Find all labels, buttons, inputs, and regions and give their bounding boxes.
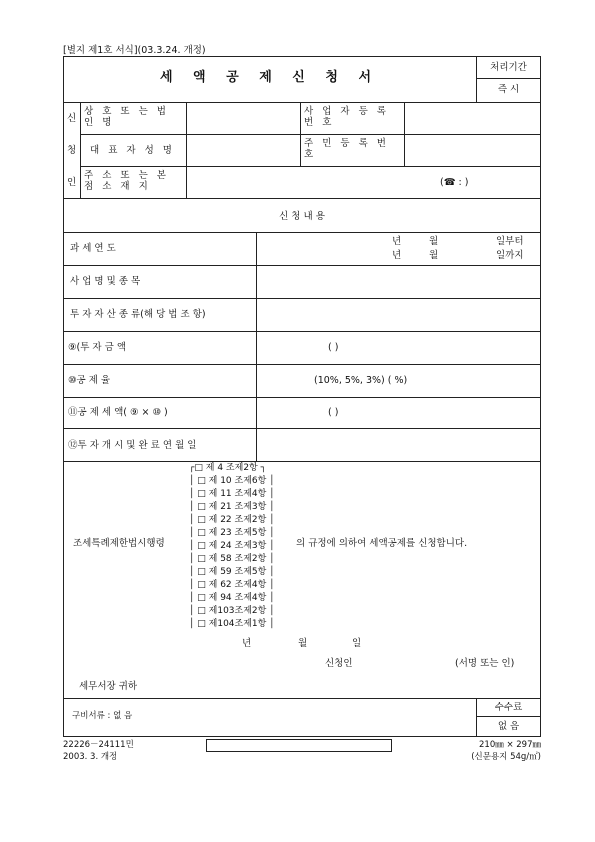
decree-item[interactable]: │ □ 제 23 조제5항 │	[189, 528, 275, 538]
decree-checkbox-list[interactable]	[189, 462, 293, 629]
form-code: 22226－24111민	[63, 740, 134, 750]
asset-type-label: 투 자 자 산 종 류(해 당 법 조 항)	[70, 309, 206, 320]
decree-item[interactable]: │ □ 제 94 조제4항 │	[189, 593, 275, 603]
asset-type-field[interactable]	[257, 299, 540, 330]
month-from: 월	[429, 236, 439, 247]
date-day: 일	[352, 638, 362, 649]
applicant-side-1: 신	[67, 113, 77, 124]
biz-reg-no-field[interactable]	[405, 103, 540, 133]
biz-reg-no-label: 사 업 자 등 록 번 호	[304, 106, 389, 128]
date-month: 월	[298, 638, 308, 649]
required-docs: 구비서류 : 없 음	[72, 711, 133, 721]
phone-field: (☎ : )	[440, 177, 469, 188]
applicant-side-3: 인	[67, 177, 77, 188]
applicant-sign-label: 신청인	[325, 658, 353, 669]
deduction-amount-label: ⑪공 제 세 액( ⑨ × ⑩ )	[68, 407, 168, 418]
month-to: 월	[429, 250, 439, 261]
investment-period-label: ⑫투 자 개 시 및 완 료 연 월 일	[68, 440, 197, 451]
decree-item[interactable]: │ □ 제103조제2항 │	[189, 606, 275, 616]
business-name-label: 상 호 또 는 법 인 명	[84, 106, 169, 128]
decree-label: 조세특례제한법시행령	[73, 538, 165, 549]
decree-item[interactable]: │ □ 제 58 조제2항 │	[189, 554, 275, 564]
revision-date: 2003. 3. 개정	[63, 752, 118, 762]
decree-suffix: 의 규정에 의하여 세액공제를 신청합니다.	[296, 538, 468, 549]
paper-size: 210㎜ × 297㎜	[479, 740, 541, 750]
processing-label: 처리기간	[490, 62, 527, 73]
applicant-side-2: 청	[67, 145, 77, 156]
decree-item[interactable]: │ □ 제 62 조제4항 │	[189, 580, 275, 590]
sign-note: (서명 또는 인)	[455, 658, 515, 669]
deduction-rate-label: ⑩공 제 율	[68, 375, 111, 386]
day-to: 일까지	[496, 250, 524, 261]
business-type-label: 사 업 명 및 종 목	[70, 276, 141, 287]
decree-item[interactable]: ┌□ 제 4 조제2항 ┐	[189, 463, 267, 473]
year-from: 년	[392, 236, 402, 247]
date-year: 년	[242, 638, 252, 649]
addressee: 세무서장 귀하	[79, 681, 138, 692]
decree-item[interactable]: │ □ 제 11 조제4항 │	[189, 489, 275, 499]
decree-item[interactable]: │ □ 제 22 조제2항 │	[189, 515, 275, 525]
decree-item[interactable]: │ □ 제 24 조제3항 │	[189, 541, 275, 551]
day-from: 일부터	[496, 236, 524, 247]
representative-field[interactable]	[187, 135, 299, 165]
paper-type: (신문용지 54g/㎡)	[471, 752, 541, 762]
address-label: 주 소 또 는 본 점 소 재 지	[84, 170, 169, 192]
resident-no-label: 주 민 등 록 번 호	[304, 138, 389, 160]
footer-blank-box	[206, 739, 392, 752]
investment-amount-label: ⑨(투 자 금 액	[68, 342, 126, 353]
processing-value: 즉 시	[497, 84, 520, 95]
business-name-field[interactable]	[187, 103, 299, 133]
address-field[interactable]	[187, 167, 540, 197]
investment-amount-value: ( )	[328, 342, 339, 353]
investment-period-field[interactable]	[257, 429, 540, 460]
decree-item[interactable]: │ □ 제 59 조제5항 │	[189, 567, 275, 577]
fee-value: 없 음	[497, 721, 520, 732]
form-title: 세 액 공 제 신 청 서	[159, 70, 380, 85]
year-to: 년	[392, 250, 402, 261]
form-number: [별지 제1호 서식](03.3.24. 개정)	[63, 45, 206, 56]
tax-year-label: 과 세 연 도	[70, 243, 116, 254]
decree-item[interactable]: │ □ 제104조제1항 │	[189, 619, 275, 629]
decree-item[interactable]: │ □ 제 10 조제6항 │	[189, 476, 275, 486]
resident-no-field[interactable]	[405, 135, 540, 165]
deduction-rate-value: (10%, 5%, 3%) ( %)	[314, 375, 408, 386]
fee-label: 수수료	[494, 702, 523, 713]
representative-label: 대 표 자 성 명	[90, 145, 175, 156]
section-title: 신 청 내 용	[279, 211, 325, 222]
decree-item[interactable]: │ □ 제 21 조제3항 │	[189, 502, 275, 512]
business-type-field[interactable]	[257, 266, 540, 297]
deduction-amount-value: ( )	[328, 407, 339, 418]
